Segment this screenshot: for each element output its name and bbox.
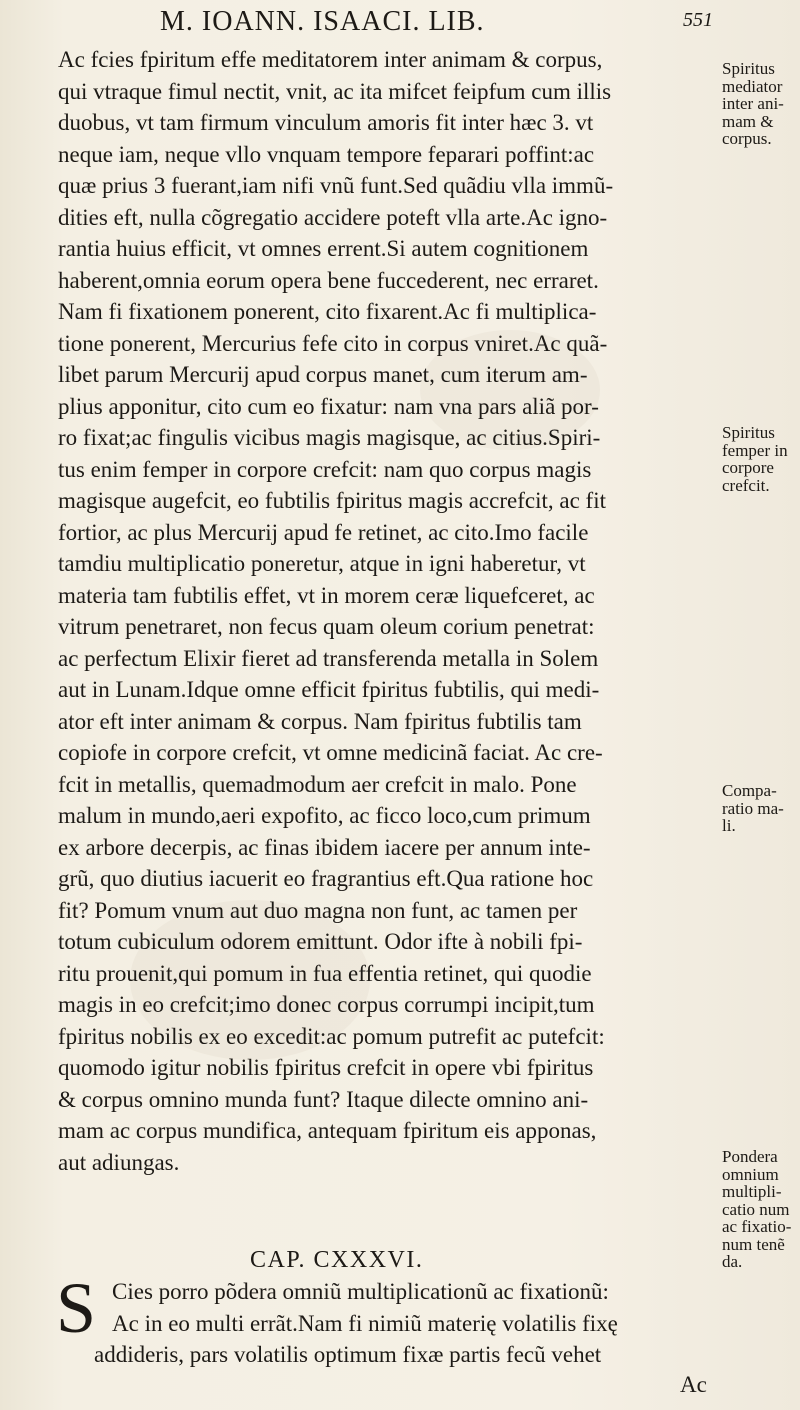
text-line: fortior, ac plus Mercurij apud fe retinet, ac cito.Imo facile [58, 519, 589, 545]
chapter-text-block-continued [94, 1339, 754, 1371]
text-line: ator eft inter animam & corpus. Nam fpiritus fubtilis tam [58, 708, 582, 734]
margin-note-line: crefcit. [722, 475, 770, 495]
text-line: libet parum Mercurij apud corpus manet, cum iterum am- [58, 362, 588, 387]
margin-note-line: corpus. [722, 129, 772, 148]
text-line: vitrum penetraret, non fecus quam oleum corium penetrat: [58, 614, 595, 639]
margin-note-line: inter ani- [722, 94, 784, 113]
drop-cap: S [56, 1268, 97, 1348]
text-line: tamdiu multiplicatio poneretur, atque in igni haberetur, vt [58, 551, 586, 576]
margin-note-line: li. [722, 816, 736, 835]
text-line: rantia huius efficit, vt omnes errent.Si autem cognitionem [58, 236, 589, 261]
text-line: mam ac corpus mundifica, antequam fpiritum eis apponas, [58, 1118, 597, 1143]
text-line: addideris, pars volatilis optimum fixæ partis fecũ vehet [94, 1342, 602, 1367]
text-line: Ac fcies fpiritum effe meditatorem inter animam & corpus, [58, 47, 603, 72]
running-head: M. IOANN. ISAACI. LIB. [160, 6, 485, 37]
chapter-text-block [112, 1276, 772, 1339]
margin-note-line: ac fixatio- [722, 1217, 792, 1236]
text-line: grũ, quo diutius iacuerit eo fragrantius eft.Qua ratione hoc [58, 866, 594, 891]
margin-note-line: mam & [722, 111, 774, 131]
margin-note-line: femper in [722, 440, 788, 460]
text-line: quomodo igitur nobilis fpiritus crefcit in opere vbi fpiritus [58, 1055, 594, 1080]
text-line: qui vtraque fimul nectit, vnit, ac ita mifcet feipfum cum illis [58, 78, 612, 104]
text-line: Cies porro põdera omniũ multiplicationũ ac fixationũ: [112, 1279, 609, 1304]
text-line: aut adiungas. [58, 1149, 180, 1175]
text-line: magis in eo crefcit;imo donec corpus corrumpi incipit,tum [58, 992, 595, 1017]
text-line: ac perfectum Elixir fieret ad transferenda metalla in Solem [58, 645, 599, 671]
text-line: dities eft, nulla cõgregatio accidere poteft vlla arte.Ac igno- [58, 204, 608, 230]
text-line: aut in Lunam.Idque omne efficit fpiritus fubtilis, qui medi- [58, 677, 600, 702]
margin-note-line: da. [722, 1252, 743, 1271]
text-line: totum cubiculum odorem emittunt. Odor ifte à nobili fpi- [58, 929, 583, 954]
text-line: fit? Pomum vnum aut duo magna non funt, ac tamen per [58, 897, 578, 923]
margin-note-line: multipli- [722, 1182, 782, 1201]
text-line: malum in mundo,aeri expofito, ac ficco loco,cum primum [58, 803, 591, 828]
margin-note-line: corpore [722, 458, 774, 477]
text-line: & corpus omnino munda funt? Itaque dilecte omnino ani- [58, 1086, 589, 1112]
text-line: haberent,omnia eorum opera bene fuccederent, nec erraret. [58, 267, 599, 293]
text-line: ro fixat;ac fingulis vicibus magis magisque, ac citius.Spiri- [58, 425, 601, 450]
text-line: Nam fi fixationem ponerent, cito fixarent.Ac fi multiplica- [58, 299, 597, 324]
margin-note-line: Spiritus [722, 59, 775, 78]
text-line: copiofe in corpore crefcit, vt omne medicinã faciat. Ac cre- [58, 740, 603, 765]
text-line: materia tam fubtilis effet, vt in morem ceræ liquefceret, ac [58, 582, 595, 608]
margin-note-line: omnium [722, 1164, 779, 1184]
margin-note-line: mediator [722, 76, 783, 96]
margin-note-spiritus-crescit [722, 424, 798, 494]
page-number: 551 [683, 9, 713, 31]
margin-note-line: catio num [722, 1199, 790, 1219]
text-line: duobus, vt tam firmum vinculum amoris fit inter hæc 3. vt [58, 110, 594, 135]
margin-note-spiritus-mediator [722, 60, 798, 148]
margin-note-line: Pondera [722, 1147, 778, 1166]
text-line: neque iam, neque vllo vnquam tempore feparari poffint:ac [58, 141, 595, 167]
text-line: fcit in metallis, quemadmodum aer crefcit in malo. Pone [58, 771, 577, 797]
margin-note-pondera [722, 1148, 798, 1271]
text-line: Ac in eo multi errãt.Nam fi nimiũ materię volatilis fixę [112, 1310, 618, 1336]
margin-note-line: Compa- [722, 781, 777, 800]
main-text-block [58, 44, 718, 1178]
margin-note-comparatio-mali [722, 782, 798, 835]
text-line: magisque augefcit, eo fubtilis fpiritus magis accrefcit, ac fit [58, 488, 606, 513]
text-line: tione ponerent, Mercurius fefe cito in corpus vniret.Ac quã- [58, 330, 608, 356]
text-line: quæ prius 3 fuerant,iam nifi vnũ funt.Sed quãdiu vlla immũ- [58, 173, 614, 198]
text-line: plius apponitur, cito cum eo fixatur: nam vna pars aliã por- [58, 393, 599, 419]
text-line: tus enim femper in corpore crefcit: nam quo corpus magis [58, 456, 592, 482]
chapter-heading: CAP. CXXXVI. [250, 1247, 424, 1273]
text-line: ex arbore decerpis, ac finas ibidem iacere per annum inte- [58, 834, 591, 860]
margin-note-line: Spiritus [722, 423, 775, 442]
margin-note-line: num tenẽ [722, 1234, 785, 1254]
text-line: ritu prouenit,qui pomum in fua effentia retinet, qui quodie [58, 960, 592, 986]
catchword: Ac [680, 1372, 707, 1397]
margin-note-line: ratio ma- [722, 798, 784, 818]
text-line: fpiritus nobilis ex eo excedit:ac pomum putrefit ac putefcit: [58, 1023, 605, 1049]
